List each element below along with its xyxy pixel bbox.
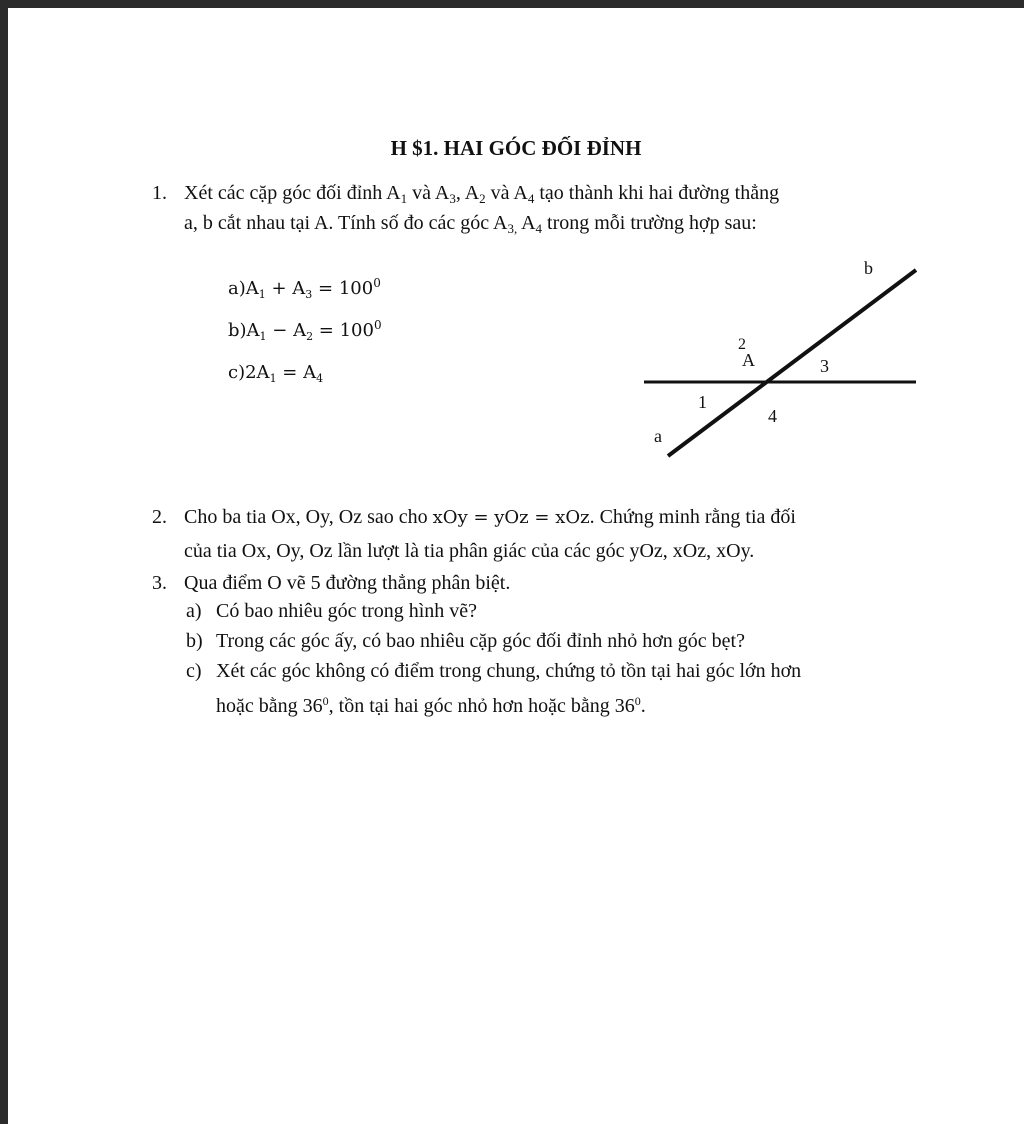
intersecting-lines-figure <box>8 8 1024 1124</box>
problem-3-line-1: Qua điểm O vẽ 5 đường thẳng phân biệt. <box>184 572 511 594</box>
case-c-formula: $c)2A_1 = A_4$ <box>228 362 324 385</box>
case-a-formula: $a)A_1 + A_3 = 100^0$ <box>228 276 381 301</box>
label-line-a: a <box>654 426 662 446</box>
problem-2-line-2: của tia Ox, Oy, Oz lần lượt là tia phân giác của các góc yOz, xOz, xOy. <box>184 540 755 562</box>
line-a-b <box>668 270 916 456</box>
problem-3c-text-2: hoặc bằng $36^0$, tồn tại hai góc nhỏ hơn hoặc bằng $36^0$. <box>216 694 646 717</box>
label-angle-4: 4 <box>768 406 777 426</box>
label-point-A: A <box>742 350 755 370</box>
problem-3-number: 3. <box>152 572 167 594</box>
problem-3a-label: a) <box>186 600 202 622</box>
label-angle-2: 2 <box>738 336 746 353</box>
problem-3b-text: Trong các góc ấy, có bao nhiêu cặp góc đối đỉnh nhỏ hơn góc bẹt? <box>216 630 745 652</box>
problem-1-line-2: a, b cắt nhau tại A. Tính số đo các góc $A_{3,}$ $A_4$ trong mỗi trường hợp sau: <box>184 212 757 236</box>
problem-3c-text-1: Xét các góc không có điểm trong chung, chứng tỏ tồn tại hai góc lớn hơn <box>216 660 802 682</box>
problem-2-line-1: Cho ba tia Ox, Oy, Oz sao cho xOy = yOz = xOz. Chứng minh rằng tia đối <box>184 506 796 528</box>
problem-1-line-1: Xét các cặp góc đối đỉnh $A_1$ và $A_3$, $A_2$ và $A_4$ tạo thành khi hai đường thẳng <box>184 182 780 206</box>
page-title: H $1. HAI GÓC ĐỐI ĐỈNH <box>390 136 642 160</box>
label-angle-1: 1 <box>698 392 707 412</box>
case-b-formula: $b)A_1 - A_2 = 100^0$ <box>228 318 382 343</box>
problem-1-number: 1. <box>152 182 167 204</box>
problem-3b-label: b) <box>186 630 203 652</box>
label-line-b: b <box>864 258 873 278</box>
problem-2-number: 2. <box>152 506 167 528</box>
label-angle-3: 3 <box>820 356 829 376</box>
problem-3c-label: c) <box>186 660 202 682</box>
problem-3a-text: Có bao nhiêu góc trong hình vẽ? <box>216 600 478 622</box>
document-page <box>8 8 1024 1124</box>
